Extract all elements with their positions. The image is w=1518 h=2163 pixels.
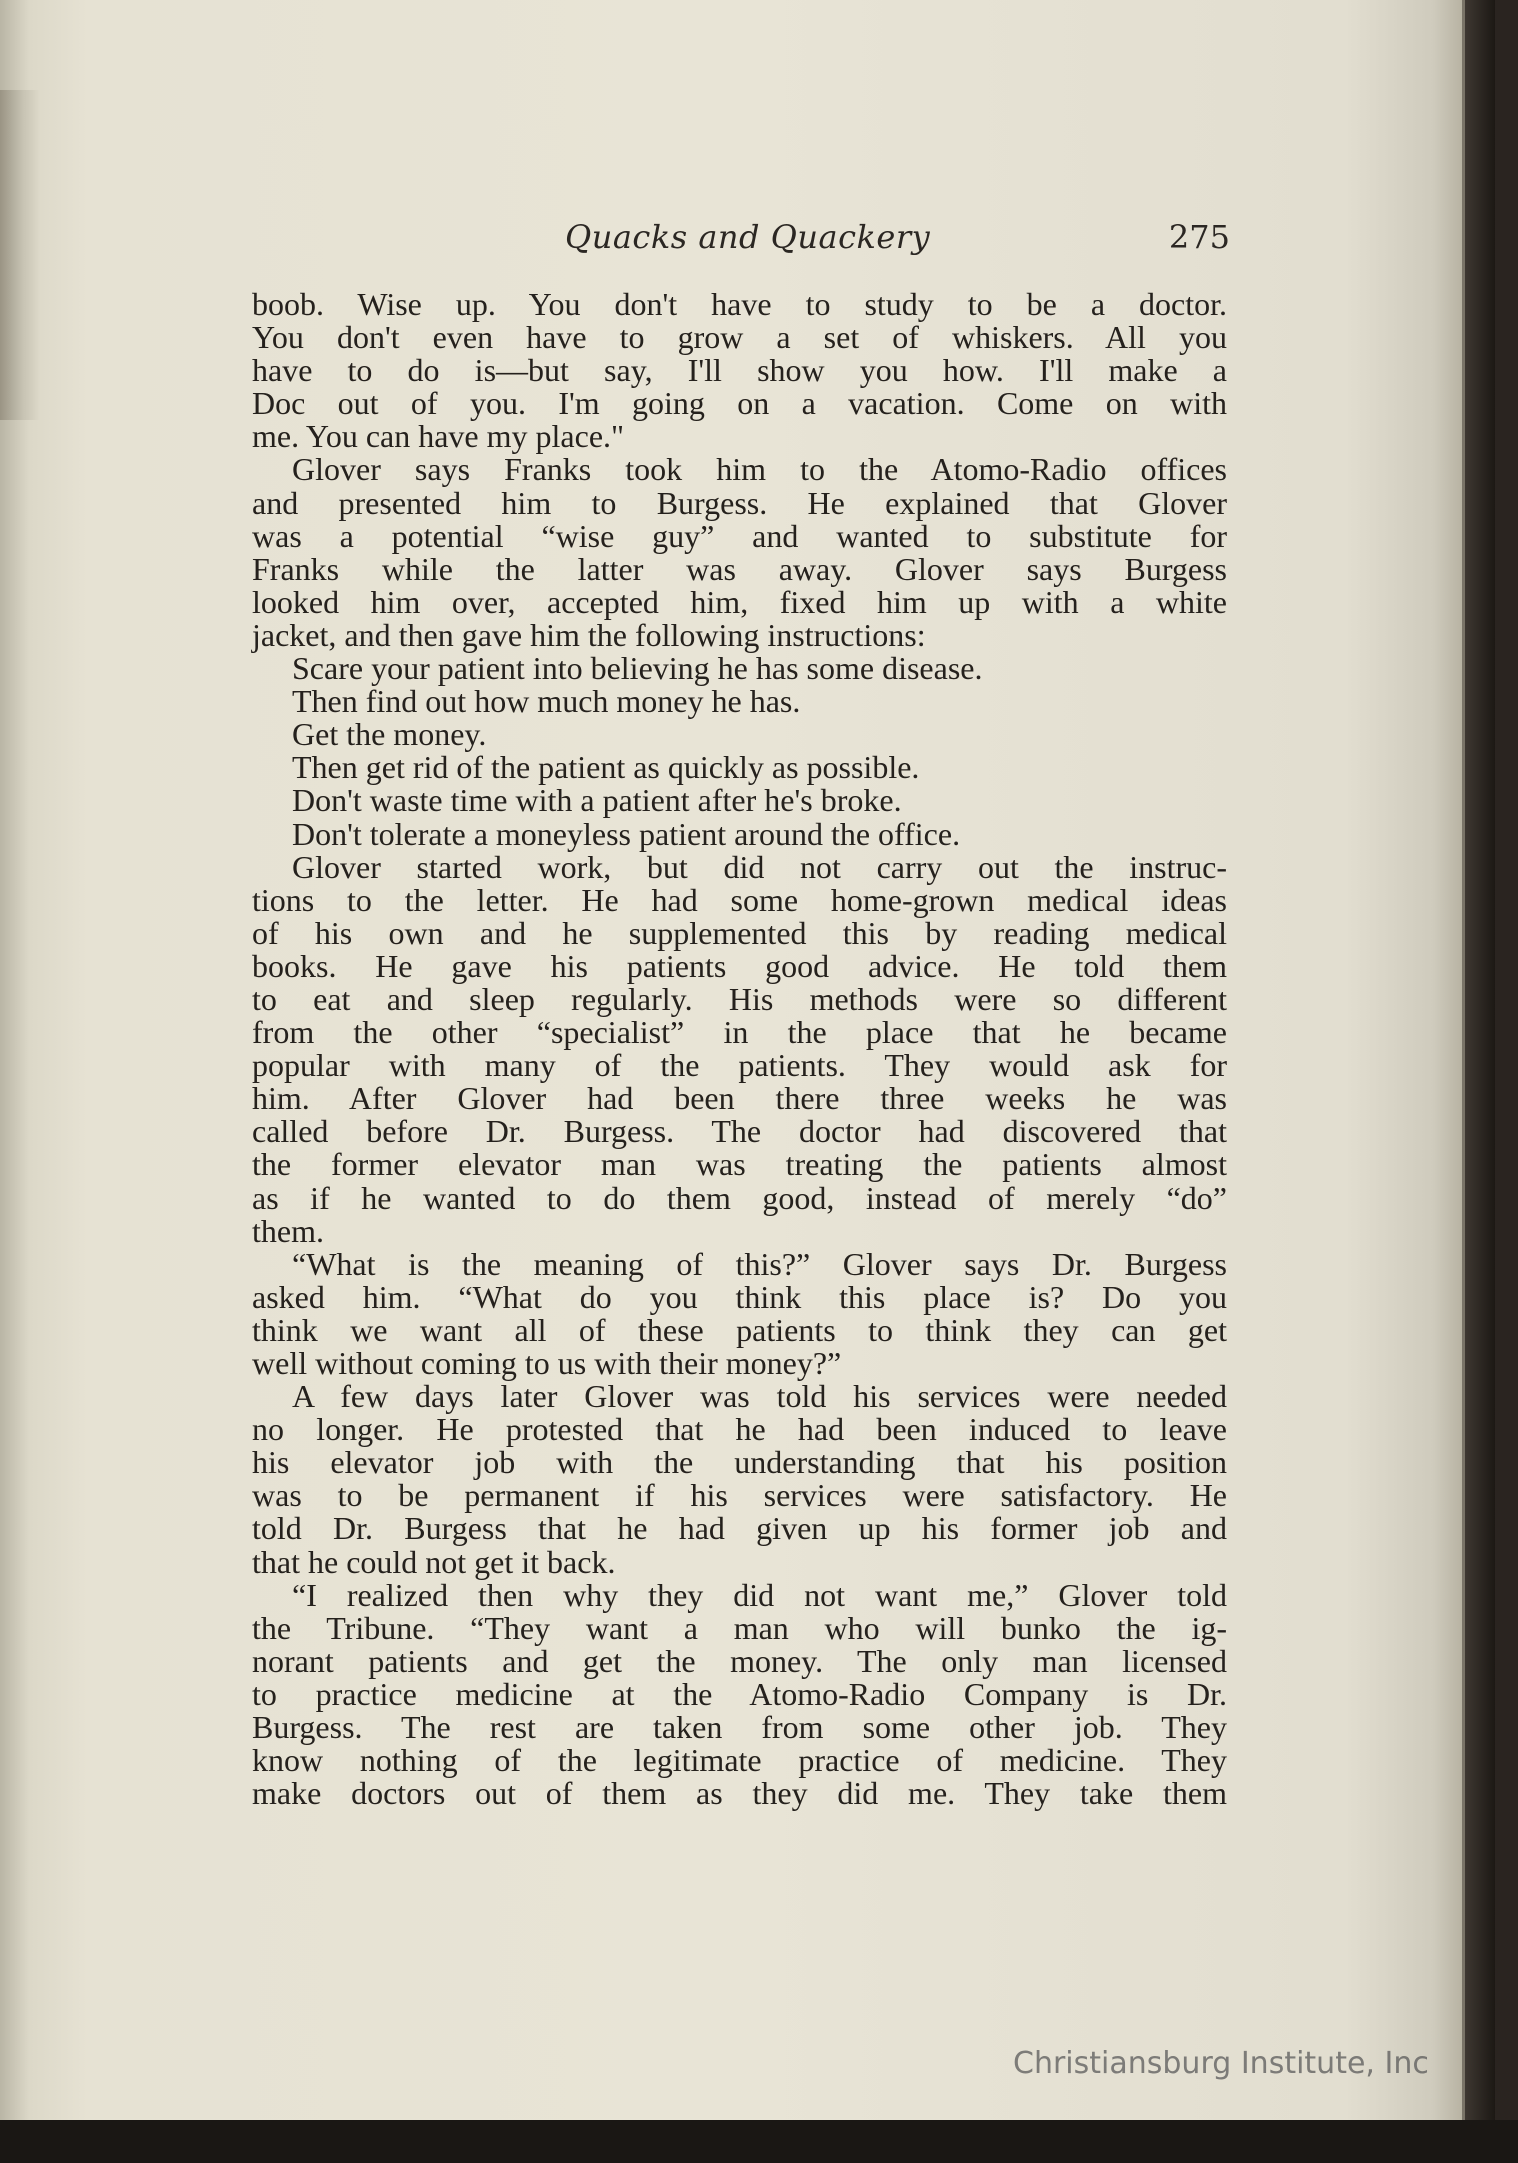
text-line: think we want all of these patients to think they can get bbox=[252, 1311, 1227, 1348]
text-line: Burgess. The rest are taken from some other job. They bbox=[252, 1709, 1227, 1746]
instruction-line: Don't waste time with a patient after he's broke. bbox=[292, 782, 902, 819]
text-line: norant patients and get the money. The only man licensed bbox=[252, 1642, 1227, 1679]
text-line: You don't even have to grow a set of whiskers. All you bbox=[252, 319, 1227, 356]
instruction-line: Don't tolerate a moneyless patient around the office. bbox=[292, 815, 961, 852]
text-line: and presented him to Burgess. He explained that Glover bbox=[252, 484, 1227, 521]
text-line: that he could not get it back. bbox=[252, 1543, 616, 1580]
text-line: “I realized then why they did not want me,” Glover told bbox=[292, 1576, 1227, 1613]
text-line: boob. Wise up. You don't have to study to be a doctor. bbox=[252, 286, 1227, 322]
page-header bbox=[255, 218, 1230, 268]
text-line: told Dr. Burgess that he had given up his former job and bbox=[252, 1510, 1227, 1547]
text-line: was a potential “wise guy” and wanted to substitute for bbox=[252, 517, 1227, 554]
text-line: make doctors out of them as they did me. They take them bbox=[252, 1775, 1227, 1812]
text-line: them. bbox=[252, 1212, 324, 1249]
text-line: was to be permanent if his services were satisfactory. He bbox=[252, 1477, 1227, 1514]
text-line: his elevator job with the understanding that his position bbox=[252, 1444, 1227, 1481]
text-line: looked him over, accepted him, fixed him up with a white bbox=[252, 583, 1227, 620]
instruction-line: Scare your patient into believing he has some disease. bbox=[292, 650, 983, 687]
text-line: the Tribune. “They want a man who will bunko the ig- bbox=[252, 1609, 1227, 1646]
text-line: called before Dr. Burgess. The doctor had discovered that bbox=[252, 1113, 1227, 1150]
text-line: to eat and sleep regularly. His methods were so different bbox=[252, 980, 1227, 1017]
instruction-line: Then find out how much money he has. bbox=[292, 683, 801, 720]
text-line: jacket, and then gave him the following instructions: bbox=[252, 616, 926, 653]
text-line: as if he wanted to do them good, instead of merely “do” bbox=[252, 1179, 1227, 1216]
book-cover-edge bbox=[1465, 0, 1495, 2163]
text-line: the former elevator man was treating the patients almost bbox=[252, 1146, 1227, 1183]
text-line: him. After Glover had been there three weeks he was bbox=[252, 1080, 1227, 1117]
text-line: Franks while the latter was away. Glover says Burgess bbox=[252, 550, 1227, 587]
text-line: books. He gave his patients good advice. He told them bbox=[252, 947, 1227, 984]
text-line: of his own and he supplemented this by reading medical bbox=[252, 914, 1227, 951]
text-line: from the other “specialist” in the place that he became bbox=[252, 1014, 1227, 1051]
text-line: no longer. He protested that he had been induced to leave bbox=[252, 1411, 1227, 1448]
text-line: know nothing of the legitimate practice of medicine. They bbox=[252, 1742, 1227, 1779]
text-line: Glover says Franks took him to the Atomo-Radio offices bbox=[292, 451, 1227, 488]
text-line: tions to the letter. He had some home-grown medical ideas bbox=[252, 881, 1227, 918]
instruction-line: Then get rid of the patient as quickly as possible. bbox=[292, 749, 920, 786]
text-line: have to do is—but say, I'll show you how. I'll make a bbox=[252, 352, 1227, 389]
watermark: Christiansburg Institute, Inc bbox=[1013, 2046, 1429, 2081]
text-line: asked him. “What do you think this place is? Do you bbox=[252, 1278, 1227, 1315]
running-title: Quacks and Quackery bbox=[565, 218, 931, 256]
body-text bbox=[252, 288, 1227, 1810]
text-line: popular with many of the patients. They would ask for bbox=[252, 1047, 1227, 1084]
text-line: “What is the meaning of this?” Glover says Dr. Burgess bbox=[292, 1245, 1227, 1282]
text-line: well without coming to us with their money?” bbox=[252, 1345, 842, 1381]
instruction-line: Get the money. bbox=[292, 716, 487, 753]
bottom-shadow bbox=[0, 2120, 1518, 2163]
text-line: to practice medicine at the Atomo-Radio Company is Dr. bbox=[252, 1675, 1227, 1712]
text-line: Glover started work, but did not carry out the instruc- bbox=[292, 848, 1227, 885]
page-edge-shadow bbox=[0, 90, 40, 420]
page-number: 275 bbox=[1168, 218, 1230, 256]
text-line: A few days later Glover was told his services were needed bbox=[292, 1378, 1227, 1415]
text-line: Doc out of you. I'm going on a vacation. Come on with bbox=[252, 385, 1227, 422]
text-line: me. You can have my place." bbox=[252, 418, 625, 455]
